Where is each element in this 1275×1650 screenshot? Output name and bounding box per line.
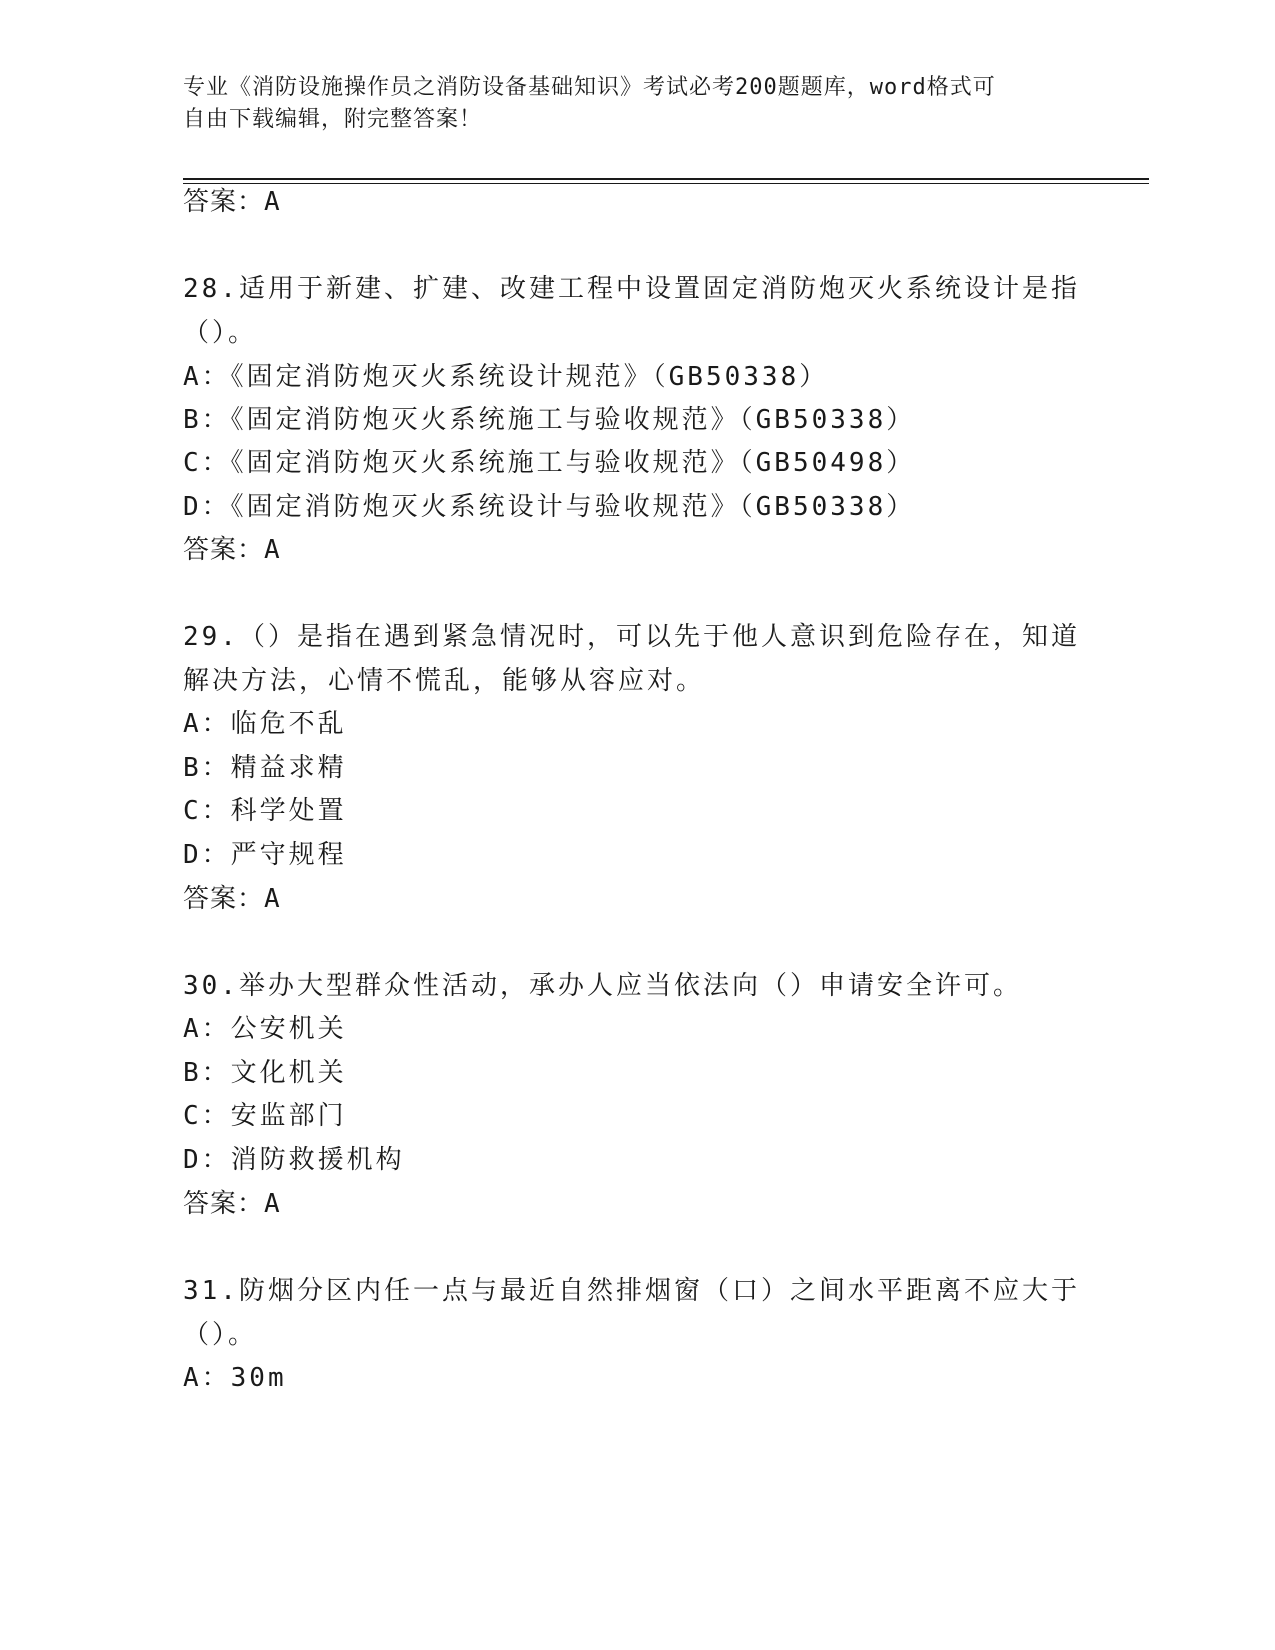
question-29-text-cont: 解决方法，心情不慌乱，能够从容应对。 <box>183 666 706 696</box>
document-header <box>183 72 1063 136</box>
question-31-option-a: A：30m <box>183 1363 287 1393</box>
question-29-option-a: A：临危不乱 <box>183 709 347 739</box>
question-28-option-d: D：《固定消防炮灭火系统设计与验收规范》（GB50338） <box>183 492 916 522</box>
question-29-answer: 答案：A <box>183 884 281 914</box>
question-29-option-c: C：科学处置 <box>183 796 347 826</box>
question-28-option-a: A：《固定消防炮灭火系统设计规范》（GB50338） <box>183 362 829 392</box>
question-30-option-b: B：文化机关 <box>183 1058 347 1088</box>
question-31-text: 31.防烟分区内任一点与最近自然排烟窗（口）之间水平距离不应大于 <box>183 1276 1080 1306</box>
answer-line: 答案：A <box>183 187 281 217</box>
header-divider-thin <box>183 183 1149 184</box>
question-30-text: 30.举办大型群众性活动，承办人应当依法向（）申请安全许可。 <box>183 971 1022 1001</box>
question-28-option-b: B：《固定消防炮灭火系统施工与验收规范》（GB50338） <box>183 405 916 435</box>
header-line-2: 自由下载编辑，附完整答案！ <box>183 107 483 132</box>
question-28-text: 28.适用于新建、扩建、改建工程中设置固定消防炮灭火系统设计是指 <box>183 274 1080 304</box>
question-29-option-b: B：精益求精 <box>183 753 347 783</box>
question-29-option-d: D：严守规程 <box>183 840 347 870</box>
question-30-option-d: D：消防救援机构 <box>183 1145 405 1175</box>
question-29-text: 29.（）是指在遇到紧急情况时，可以先于他人意识到危险存在，知道 <box>183 622 1080 652</box>
question-30-answer: 答案：A <box>183 1189 281 1219</box>
question-28-answer: 答案：A <box>183 535 281 565</box>
question-31-text-cont: （）。 <box>183 1320 258 1350</box>
header-line-1: 专业《消防设施操作员之消防设备基础知识》考试必考200题题库，word格式可 <box>183 75 996 100</box>
question-28-text-cont: （）。 <box>183 318 258 348</box>
question-30-option-a: A：公安机关 <box>183 1014 347 1044</box>
question-30-option-c: C：安监部门 <box>183 1101 347 1131</box>
question-28-option-c: C：《固定消防炮灭火系统施工与验收规范》（GB50498） <box>183 448 916 478</box>
header-divider-thick <box>183 178 1149 180</box>
